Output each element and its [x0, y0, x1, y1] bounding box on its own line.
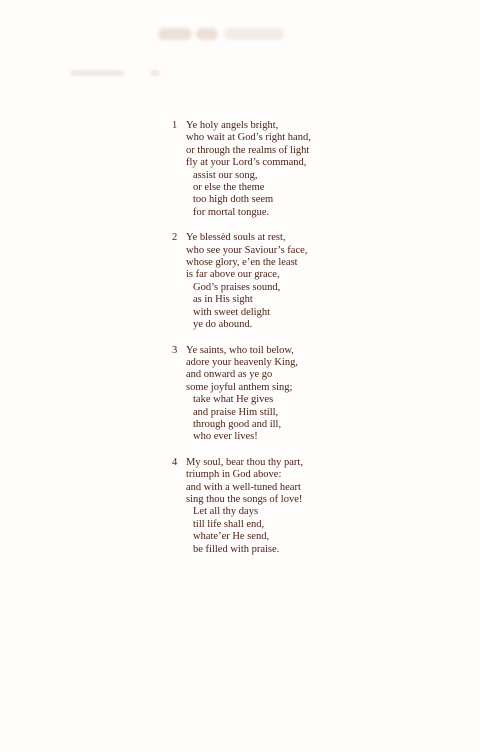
- verse-line: sing thou the songs of love!: [186, 493, 303, 505]
- verse-line: whate’er He send,: [193, 531, 270, 543]
- verse-line: Let all thy days: [193, 506, 259, 518]
- verse-line: or else the theme: [193, 182, 265, 194]
- verse-line: and onward as ye go: [186, 369, 273, 381]
- verse-line: and praise Him still,: [193, 406, 279, 418]
- verse-line: whose glory, e’en the least: [186, 257, 298, 269]
- verse: [172, 345, 392, 444]
- verse-number: 2: [172, 232, 178, 244]
- verse-line: or through the realms of light: [186, 144, 310, 156]
- verse-line: Ye saints, who toil below,: [186, 344, 294, 356]
- verse: [172, 457, 392, 556]
- verse-line: take what He gives: [193, 394, 274, 406]
- verse-line: fly at your Lord’s command,: [186, 157, 307, 169]
- verse-line: Ye blessèd souls at rest,: [186, 232, 286, 244]
- verse: [172, 120, 392, 219]
- verse-lines: [186, 232, 392, 331]
- verse-line: who see your Saviour’s face,: [186, 244, 308, 256]
- verse-lines: [186, 457, 392, 556]
- verse-line: for mortal tongue.: [193, 206, 270, 218]
- verse-line: God’s praises sound,: [193, 281, 281, 293]
- verse-line: be filled with praise.: [193, 543, 280, 555]
- verse-line: too high doth seem: [193, 194, 274, 206]
- verse-line: assist our song,: [193, 169, 258, 181]
- verse-line: with sweet delight: [193, 306, 270, 318]
- verse-number: 1: [172, 120, 178, 131]
- verse-number: 3: [172, 344, 178, 356]
- verse-line: as in His sight: [193, 294, 253, 306]
- verse-line: ye do abound.: [193, 319, 253, 331]
- verse: [172, 232, 392, 331]
- faded-header-mark: [158, 24, 308, 46]
- hymn-text: [172, 120, 392, 569]
- verse-lines: [186, 345, 392, 444]
- faded-bleedthrough-line: [70, 70, 124, 76]
- verse-lines: [186, 120, 392, 219]
- verse-line: is far above our grace,: [186, 269, 280, 281]
- verse-line: My soul, bear thou thy part,: [186, 456, 303, 468]
- verse-line: Ye holy angels bright,: [186, 120, 279, 131]
- verse-line: who ever lives!: [193, 431, 258, 443]
- verse-line: triumph in God above:: [186, 469, 282, 481]
- verse-line: till life shall end,: [193, 518, 265, 530]
- verse-number: 4: [172, 456, 178, 468]
- verse-line: some joyful anthem sing;: [186, 381, 293, 393]
- verse-line: who wait at God’s right hand,: [186, 132, 311, 144]
- verse-line: adore your heavenly King,: [186, 356, 298, 368]
- faded-bleedthrough-line: [150, 70, 160, 76]
- verse-line: and with a well-tuned heart: [186, 481, 301, 493]
- verse-line: through good and ill,: [193, 418, 282, 430]
